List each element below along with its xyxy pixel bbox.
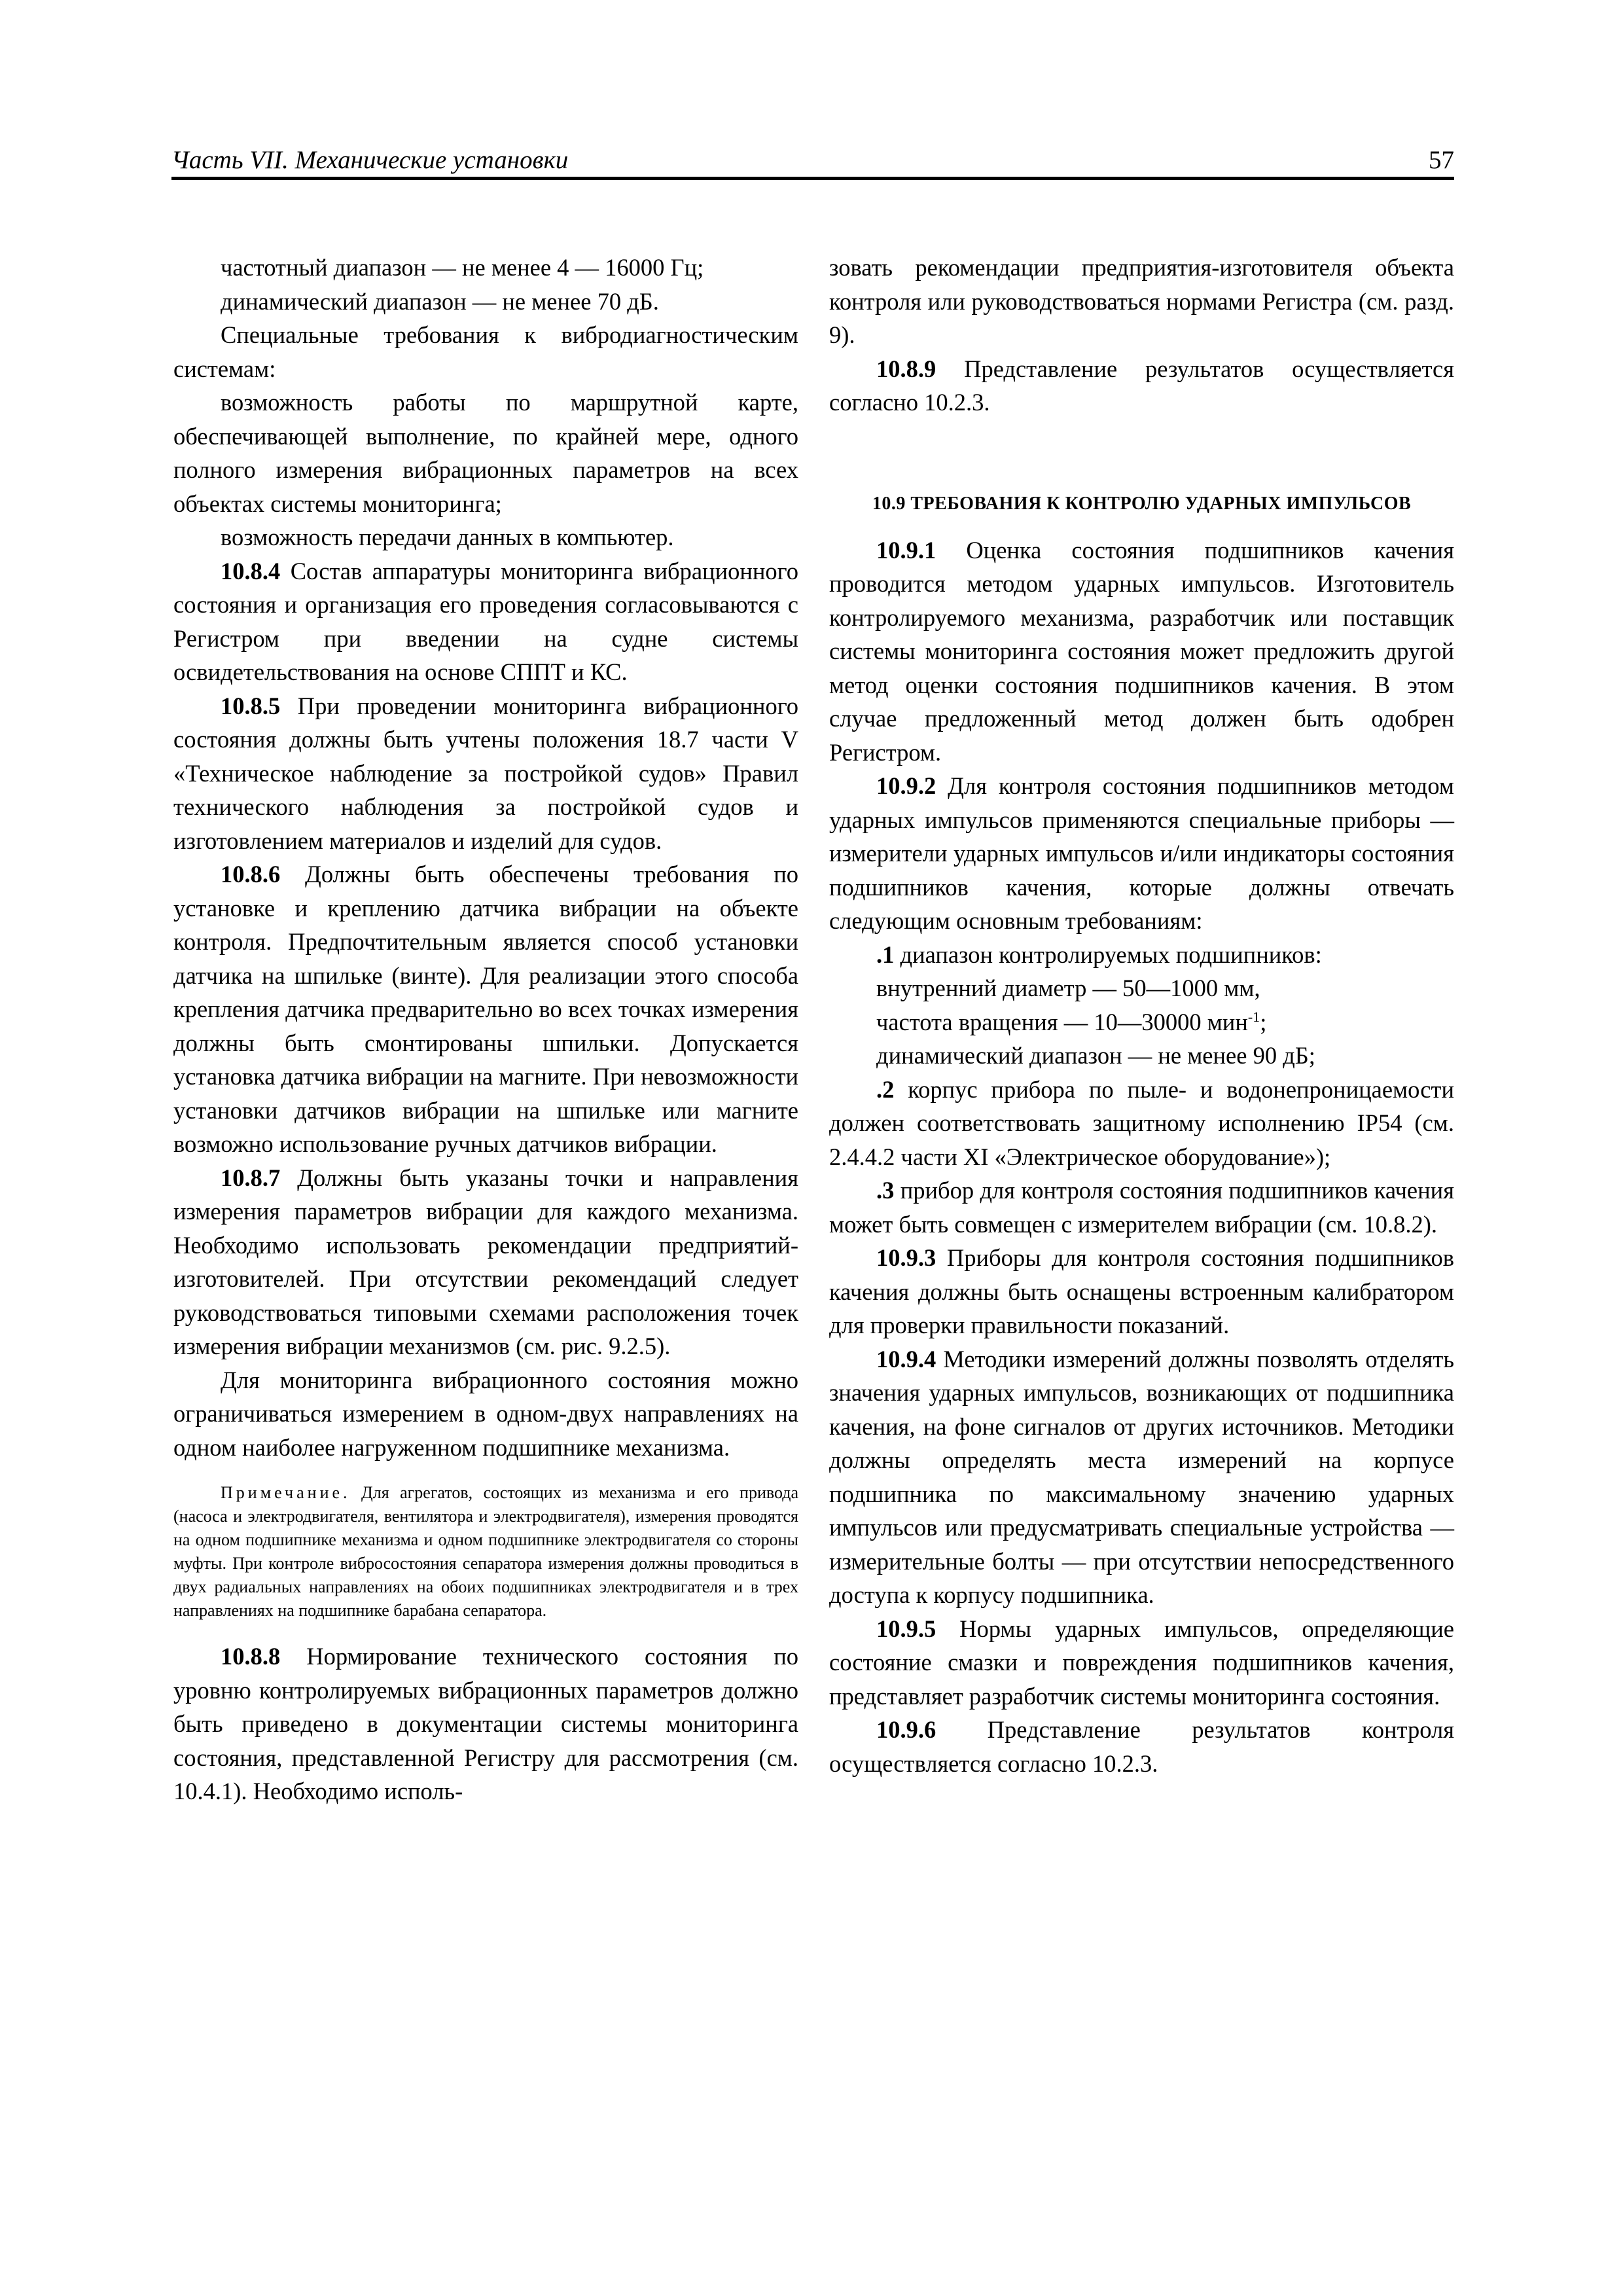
capability-transfer: возможность передачи данных в компьютер. [221,524,674,550]
item-number: .3 [876,1177,895,1204]
paragraph-10-9-1 [829,533,1454,770]
note-label: Примечание. [221,1483,351,1502]
paragraph-text: Нормирование технического состояния по уровню контролируемых вибрационных параметров должно быть приведено в документации системы мониторинга состояния, представленной Регистру для рассмотрения (см. 10.4.1). Необходимо исполь- [173,1643,798,1804]
header-rule [171,177,1454,180]
paragraph-text: Состав аппаратуры мониторинга вибрационного состояния и организация его проведения согласовываются с Регистром при введении на судне системы освидетельствования на основе СППТ и КС. [173,557,798,685]
page-number: 57 [1429,146,1454,174]
item-number: .1 [876,941,895,968]
paragraph-number: 10.9.4 [876,1345,936,1372]
paragraph-text: Оценка состояния подшипников качения проводится методом ударных импульсов. Изготовитель контролируемого механизма, разработчик или поставщик системы мониторинга состояния может предложить другой метод оценки состояния подшипников качения. В этом случае предложенный метод должен быть одобрен Регистром. [829,536,1454,766]
list-item-3 [829,1174,1454,1241]
left-column [173,251,798,1808]
sub-item-range: динамический диапазон — не менее 90 дБ; [876,1042,1315,1069]
paragraph-text: Должны быть обеспечены требования по установке и креплению датчика вибрации на объекте контроля. Предпочтительным является способ установки датчика на шпильке (винте). Для реализации этого способа крепления датчика предварительно во всех точках измерения должны быть смонтированы шпильки. Допускается установка датчика вибрации на магните. При невозможности установки датчиков вибрации на шпильке или магните возможно использование ручных датчиков вибрации. [173,861,798,1157]
paragraph-number: 10.8.9 [876,355,936,382]
intro-line-frequency: частотный диапазон — не менее 4 — 16000 Гц; [221,254,704,281]
right-column [829,251,1454,1780]
speed-text: частота вращения — 10—30000 мин [876,1008,1248,1035]
paragraph-number: 10.8.4 [221,557,281,584]
sub-item-diameter: внутренний диаметр — 50—1000 мм, [876,975,1260,1001]
paragraph-number: 10.9.5 [876,1615,936,1642]
item-text: диапазон контролируемых подшипников: [894,941,1322,968]
paragraph-text: Нормы ударных импульсов, определяющие состояние смазки и повреждения подшипников качения, представляет разработчик системы мониторинга состояния. [829,1615,1454,1710]
item-text: корпус прибора по пыле- и водонепроницаемости должен соответствовать защитному исполнению IP54 (см. 2.4.4.2 части XI «Электрическое оборудование»); [829,1075,1454,1170]
paragraph-number: 10.8.5 [221,692,281,719]
list-item-2 [829,1073,1454,1174]
paragraph-10-8-9 [829,352,1454,420]
section-title: 10.9 ТРЕБОВАНИЯ К КОНТРОЛЮ УДАРНЫХ ИМПУЛЬСОВ [872,493,1412,514]
paragraph-10-8-8 [173,1640,798,1808]
paragraph-number: 10.9.1 [876,536,936,564]
running-header [171,145,1454,179]
speed-exponent: -1 [1247,1008,1260,1025]
paragraph-text: Для контроля состояния подшипников методом ударных импульсов применяются специальные приборы — измерители ударных импульсов и/или индикаторы состояния подшипников качения, которые должны отвечать следующим основным требованиям: [829,772,1454,934]
sub-item-speed [829,1005,1454,1039]
paragraph-10-9-3 [829,1241,1454,1342]
speed-end: ; [1260,1008,1267,1035]
paragraph-10-9-6 [829,1713,1454,1780]
paragraph-number: 10.9.6 [876,1716,936,1743]
note [173,1481,798,1623]
item-text: прибор для контроля состояния подшипников качения может быть совмещен с измерителем вибрации (см. 10.8.2). [829,1177,1454,1238]
capability-route: возможность работы по маршрутной карте, обеспечивающей выполнение, по крайней мере, одного полного измерения вибрационных параметров на всех объектах системы мониторинга; [173,389,798,517]
item-number: .2 [876,1075,895,1103]
paragraph-10-9-4 [829,1342,1454,1612]
paragraph-text: Приборы для контроля состояния подшипников качения должны быть оснащены встроенным калибратором для проверки правильности показаний. [829,1244,1454,1338]
note-text: Для агрегатов, состоящих из механизма и его привода (насоса и электродвигателя, вентилятора и электродвигателя), измерения проводятся на одном подшипнике механизма и одном подшипнике электродвигателя со стороны муфты. При контроле вибросостояния сепаратора измерения должны проводиться в двух радиальных направлениях на обоих подшипниках электродвигателя и в трех направлениях на подшипнике барабана сепаратора. [173,1483,798,1620]
header-title: Часть VII. Механические установки [171,146,569,174]
paragraph-10-9-2 [829,769,1454,938]
spacer [829,516,1454,533]
paragraph-10-8-6 [173,857,798,1161]
paragraph-text: Представление результатов осуществляется согласно 10.2.3. [829,355,1454,416]
intro-line-dynamic: динамический диапазон — не менее 70 дБ. [221,287,659,315]
paragraph-continuation: зовать рекомендации предприятия-изготовителя объекта контроля или руководствоваться нормами Регистра (см. разд. 9). [829,254,1454,348]
paragraph-number: 10.9.2 [876,772,936,799]
special-requirements: Специальные требования к вибродиагностическим системам: [173,321,798,382]
paragraph-text: Должны быть указаны точки и направления измерения параметров вибрации для каждого механизма. Необходимо использовать рекомендации предприятий-изготовителей. При отсутствии рекомендаций следует руководствоваться типовыми схемами расположения точек измерения вибрации механизмов (см. рис. 9.2.5). [173,1164,798,1359]
paragraph-text: При проведении мониторинга вибрационного состояния должны быть учтены положения 18.7 части V «Техническое наблюдение за постройкой судов» Правил технического наблюдения за постройкой судов и изготовлением материалов и изделий для судов. [173,692,798,854]
paragraph-text: Методики измерений должны позволять отделять значения ударных импульсов, возникающих от подшипника качения, на фоне сигналов от других источников. Методики должны определять места измерений на корпусе подшипника по максимальному значению ударных импульсов или предусматривать специальные устройства — измерительные болты — при отсутствии непосредственного доступа к корпусу подшипника. [829,1345,1454,1608]
paragraph-10-8-7 [173,1161,798,1363]
paragraph-number: 10.8.6 [221,861,281,888]
paragraph-monitoring: Для мониторинга вибрационного состояния можно ограничиваться измерением в одном-двух направлениях на одном наиболее нагруженном подшипнике механизма. [173,1366,798,1461]
paragraph-text: Представление результатов контроля осуществляется согласно 10.2.3. [829,1716,1454,1777]
spacer [173,1464,798,1481]
paragraph-10-8-5 [173,689,798,858]
spacer [829,420,1454,492]
paragraph-10-9-5 [829,1612,1454,1713]
paragraph-number: 10.8.8 [221,1643,281,1670]
spacer [173,1623,798,1640]
paragraph-number: 10.9.3 [876,1244,936,1271]
paragraph-number: 10.8.7 [221,1164,281,1191]
paragraph-10-8-4 [173,554,798,689]
list-item-1 [829,938,1454,972]
